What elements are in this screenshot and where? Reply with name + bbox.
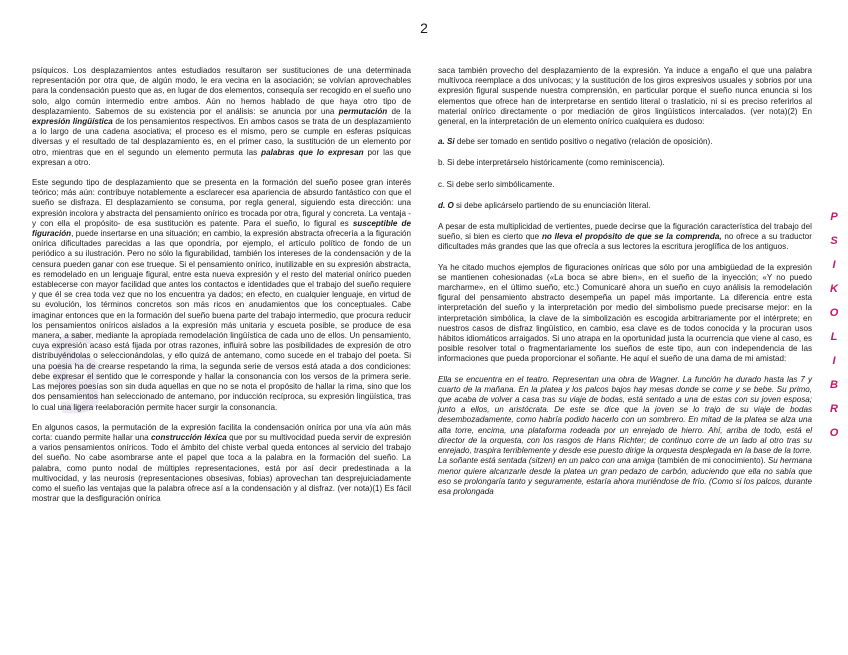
- logo-letter: R: [830, 403, 838, 415]
- right-paragraph-3: Ya he citado muchos ejemplos de figuraciones oníricas que sólo por una ambigüedad de la expresión se mantienen cohesionadas («La boca se abre bien», en el sueño de la inyección; «Y no puedo marcharme», en el último sueño, etc.) Comunicaré ahora un sueño en cuyo análisis la remodelación figural del pensamiento abstracto desempeña un papel más importante. La diferencia entre esta interpretación del sueño y la interpretación por medio del simbolismo puede precisarse mejor: en la interpretación simbólica, la clave de la simbolización es escogida arbitrariamente por el intérprete; en nuestros casos de disfraz lingüístico, en cambio, esa clave es de todos conocida y la procuran usos hábitos idiomáticos arraigados. Si uno atrapa en la oportunidad justa la ocurrencia que viene al caso, es posible resolver total o fragmentariamente los sueños de este tipo, aun con independencia de las informaciones que pueda proporcionar el soñante. He aquí el sueño de una dama de mi amistad:: [438, 262, 812, 364]
- logo-letter: I: [832, 259, 836, 271]
- logo-letter: B: [830, 379, 838, 391]
- logo-letter: S: [830, 235, 838, 247]
- right-paragraph-2: A pesar de esta multiplicidad de vertientes, puede decirse que la figuración característica del trabajo del sueño, si bien es cierto que no lleva el propósito de que se la comprenda, no ofrece a su traductor dificultades más grandes que las que ofrecía a sus lectores la escritura jeroglífica de los antiguos.: [438, 222, 812, 252]
- left-paragraph-1: psíquicos. Los desplazamientos antes estudiados resultaron ser sustituciones de una determinada representación por otra que, de algún modo, le era vecina en la asociación; se volvían aprovechables para la condensación puesto que as, en lugar de dos elementos, consequía ser recogido en el sueño uno solo, algo común intermedio entre ambos. Aún no hemos hablado de que haya otro tipo de desplazamiento. Sabemos de su existencia por el análisis: se anuncia por una permutación de la expresión lingüística de los pensamientos respectivos. En ambos casos se trata de un desplazamiento a lo largo de una cadena asociativa; el proceso es el mismo, pero se cumple en esferas psíquicas diversas y el resultado de tal desplazamiento es, en el primer caso, la sustitución de un elemento por otro, mientras que en el segundo un elemento permuta las palabras que lo expresan por las que expresan a otro.: [32, 66, 412, 167]
- logo-letter: K: [830, 283, 838, 295]
- list-item-c: c. Si debe serlo simbólicamente.: [438, 179, 555, 189]
- logo-letter: O: [829, 307, 839, 319]
- page-number: 2: [420, 20, 428, 36]
- right-column: [438, 66, 812, 507]
- list-item-d: d. O si debe aplicárselo partiendo de su enunciación literal.: [438, 200, 651, 210]
- psikolibro-sidebar-logo: [826, 205, 842, 445]
- left-paragraph-3: En algunos casos, la permutación de la expresión facilita la condensación onírica por una vía aún más corta: cuando permite hallar una construcción léxica que por su multivocidad pueda servir de expresión a varios pensamientos oníricos. Todo el ámbito del chiste verbal queda entonces al servicio del trabajo del sueño. No cabe asombrarse ante el papel que toca a la palabra en la formación del sueño. La palabra, como punto nodal de múltiples representaciones, está por así decir predestinada a la multivocidad, y las neurosis (representaciones obsesivas, fobias) aprovechan tan desprejuiciadamente como el sueño las ventajas que la palabra ofrece así a la condensación y al disfraz. (ver nota)(1) Es fácil mostrar que la desfiguración onírica: [32, 422, 411, 504]
- list-item-a: a. Si debe ser tomado en sentido positivo o negativo (relación de oposición).: [438, 137, 713, 147]
- left-paragraph-2: Este segundo tipo de desplazamiento que se presenta en la formación del sueño posee gran interés teórico; más aún: contribuye notablemente a esclarecer esa apariencia de absurdo fantástico con que el sueño se disfraza. El desplazamiento se consuma, por regla general, siguiendo esta dirección: una expresión incolora y abstracta del pensamiento onírico es trocada por otra, figural y concreta. La ventaja -y con ella el propósito- de esa sustitución es patente. Para el sueño, lo figural es susceptible de figuración, puede insertarse en una situación; en cambio, la expresión abstracta ofrecería a la figuración onírica dificultades parecidas a las que opondría, por ejemplo, el artículo político de fondo de un periódico a su ilustración. Pero no sólo la figurabilidad, también los intereses de la condensación y de la censura pueden ganar con ese trueque. Si el pensamiento onírico, inutilizable en su expresión abstracta, es remodelado en un lenguaje figural, entre esta nueva expresión y el resto del material onírico pueden establecerse con mayor facilidad que antes los contactos e identidades que el trabajo del sueño requiere y que él se crea toda vez que no los encuentra ya dados; en efecto, en cualquier lenguaje, en virtud de su evolución, los términos concretos son más ricos en anudamientos que los conceptuales. Cabe imaginar entonces que en la formación del sueño buena parte del trabajo intermedio, que procura reducir los pensamientos oníricos aislados a la expresión más unitaria y escueta posible, se produce de esa manera, a saber, mediante la apropiada remodelación lingüística de cada uno de ellos. Un pensamiento, cuya expresión acaso está fijada por otras razones, influirá sobre las posibilidades de expresión de otro distribuyéndolas o seleccionándolas, y ello quizá de antemano, como sucede en el trabajo del poeta. Si una poesia ha de crearse respetando la rima, la segunda serie de versos está atada a dos condiciones: debe expresar el sentido que le corresponde y hallar la consonancia con los versos de la primera serie. Las mejores poesías son sin duda aquellas en que no se nota el propósito de hallar la rima, sino que los dos pensamientos han seleccionado de antemano, por inducción recíproca, su expresión lingüística, tras lo cual una ligera reelaboración permite hacer surgir la consonancia.: [32, 178, 411, 412]
- logo-letter: P: [830, 211, 838, 223]
- watermark: §: [46, 312, 107, 430]
- logo-letter: I: [832, 355, 836, 367]
- logo-letter: O: [829, 427, 839, 439]
- right-paragraph-1: saca también provecho del desplazamiento de la expresión. Ya induce a engaño el que una palabra multívoca reemplace a dos unívocas; y la sustitución de los giros expresivos usuales y sobrios por una expresión figural suspende nuestra comprensión, en particular porque el sueño nunca enuncia si los elementos que ofrece han de interpretarse en sentido literal o traslaticio, ni si es preciso referirlos al material onírico directamente o por mediación de giros lingüísticos intercalados. (ver nota)(2) En general, en la interpretación de un elemento onírico cualquiera es dudoso:: [438, 66, 812, 127]
- logo-letter: L: [830, 331, 838, 343]
- dream-paragraph: Ella se encuentra en el teatro. Representan una obra de Wagner. La función ha durado hasta las 7 y cuarto de la mañana. En la platea y los palcos bajos hay mesas donde se come y se bebe. Su primo, que acaba de volver a casa tras su viaje de bodas, está sentado a una de estas con su joven esposa; junto a ellos, un aristócrata. De este se dice que la joven se lo trajo de su viaje de bodas desembozadamente, como habría podido hacerlo con un sombrero. En mitad de la platea se alza una alta torre, encima, una plataforma rodeada por un enrejado de hierro. Ahí, arriba de todo, está el director de la orquesta, con los rasgos de Hans Richter; de continuo corre de un lado al otro tras su enrejado, traspira terriblemente y desde ese puesto dirige la orquesta desplegada en la base de la torre. La soñante está sentada (sitzen) en un palco con una amiga (también de mi conocimiento). Su hermana menor quiere alcanzarle desde la platea un gran pedazo de carbón, aduciendo que ella no sabía que eso se prolongaría tanto y seguramente, estaría ahora muriéndose de frío. (Como si los palcos, durante esa prolongada: [438, 374, 812, 496]
- list-item-b: b. Si debe interpretárselo históricamente (como reminiscencia).: [438, 158, 665, 168]
- left-column: [32, 66, 411, 514]
